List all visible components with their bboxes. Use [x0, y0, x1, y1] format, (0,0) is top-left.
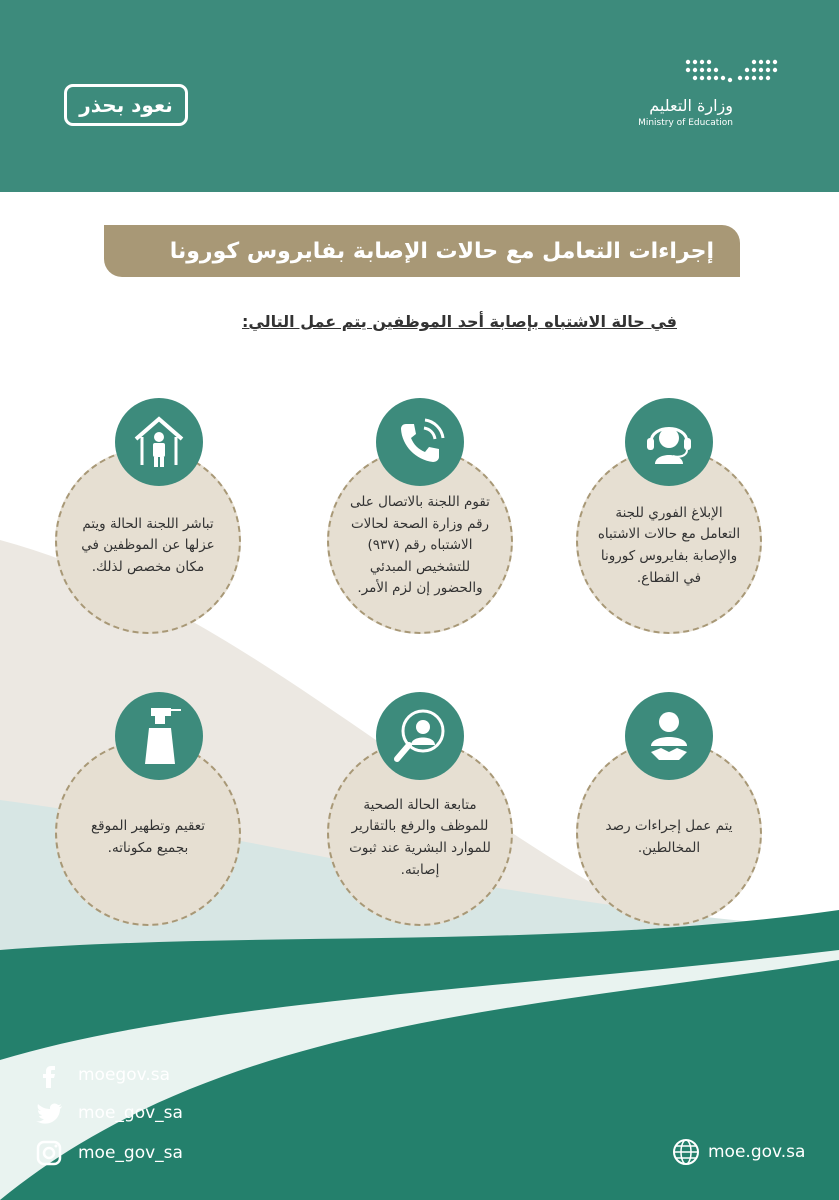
twitter-row[interactable] — [34, 1098, 183, 1128]
step-text: تعقيم وتطهير الموقع بجميع مكوناته. — [90, 818, 206, 856]
step-text: يتم عمل إجراءات رصد المخالطين. — [605, 818, 733, 856]
page-title: إجراءات التعامل مع حالات الإصابة بفايروس كورونا — [169, 238, 714, 264]
headset-icon — [625, 398, 713, 486]
home-isolation-icon — [115, 398, 203, 486]
facebook-row[interactable] — [34, 1060, 170, 1090]
ministry-name-arabic: وزارة التعليم — [649, 96, 733, 115]
spray-bottle-icon — [115, 692, 203, 780]
instagram-handle[interactable]: moe_gov_sa — [78, 1143, 183, 1163]
ministry-dots-logo — [684, 58, 780, 84]
facebook-handle[interactable]: moegov.sa — [78, 1065, 171, 1085]
handshake-icon — [625, 692, 713, 780]
campaign-logo: نعود بحذر — [64, 84, 188, 126]
magnifier-person-icon — [376, 692, 464, 780]
subtitle: في حالة الاشتباه بإصابة أحد الموظفين يتم عمل التالي: — [242, 312, 677, 331]
twitter-handle[interactable]: moe_gov_sa — [78, 1103, 183, 1123]
step-text: تقوم اللجنة بالاتصال على رقم وزارة الصحة لحالات الاشتباه رقم (٩٣٧) للتشخيص المبدئي والحضور إن لزم الأمر. — [350, 494, 490, 597]
facebook-icon — [34, 1060, 64, 1090]
globe-icon — [672, 1138, 700, 1166]
title-banner — [104, 225, 740, 277]
website-link[interactable]: moe.gov.sa — [708, 1142, 806, 1162]
step-text: تباشر اللجنة الحالة ويتم عزلها عن الموظفين في مكان مخصص لذلك. — [81, 515, 215, 575]
instagram-row[interactable] — [34, 1138, 183, 1168]
ministry-name-english: Ministry of Education — [638, 118, 733, 128]
twitter-icon — [34, 1098, 64, 1128]
instagram-icon — [34, 1138, 64, 1168]
step-text: متابعة الحالة الصحية للموظف والرفع بالتقارير للموارد البشرية عند ثبوت إصابته. — [349, 796, 491, 878]
step-text: الإبلاغ الفوري للجنة التعامل مع حالات الاشتباه والإصابة بفايروس كورونا في القطاع. — [597, 504, 741, 586]
website-row[interactable] — [672, 1138, 805, 1166]
phone-icon — [376, 398, 464, 486]
